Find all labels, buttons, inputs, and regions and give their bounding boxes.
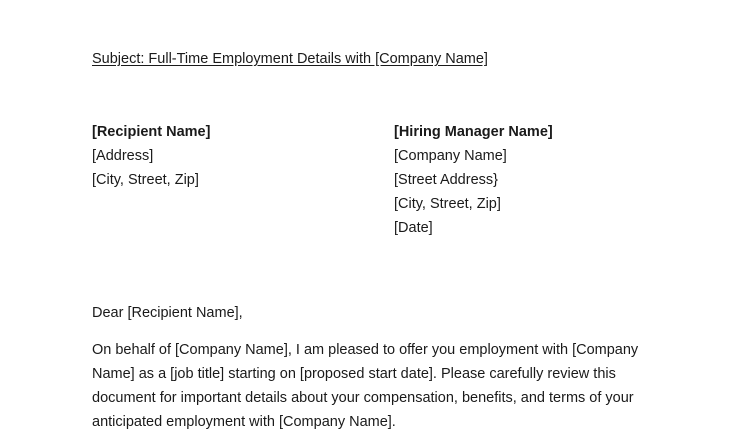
manager-street: [Street Address} <box>394 172 498 188</box>
body-line: anticipated employment with [Company Name]. <box>92 414 396 430</box>
letter-date: [Date] <box>394 220 433 236</box>
recipient-city: [City, Street, Zip] <box>92 172 199 188</box>
recipient-address: [Address] <box>92 148 154 164</box>
body-line: Name] as a [job title] starting on [proposed start date]. Please carefully review this <box>92 366 616 382</box>
manager-name: [Hiring Manager Name] <box>394 124 553 140</box>
body-paragraph <box>92 338 652 434</box>
manager-company: [Company Name] <box>394 148 507 164</box>
body-line: document for important details about your compensation, benefits, and terms of your <box>92 390 634 406</box>
body-line: On behalf of [Company Name], I am pleased to offer you employment with [Company <box>92 342 639 358</box>
recipient-address-block <box>92 122 210 194</box>
recipient-name: [Recipient Name] <box>92 124 211 140</box>
greeting: Dear [Recipient Name], <box>92 305 243 321</box>
manager-address-block <box>394 122 553 242</box>
subject-line: Subject: Full-Time Employment Details with [Company Name] <box>92 51 488 67</box>
manager-city: [City, Street, Zip] <box>394 196 501 212</box>
